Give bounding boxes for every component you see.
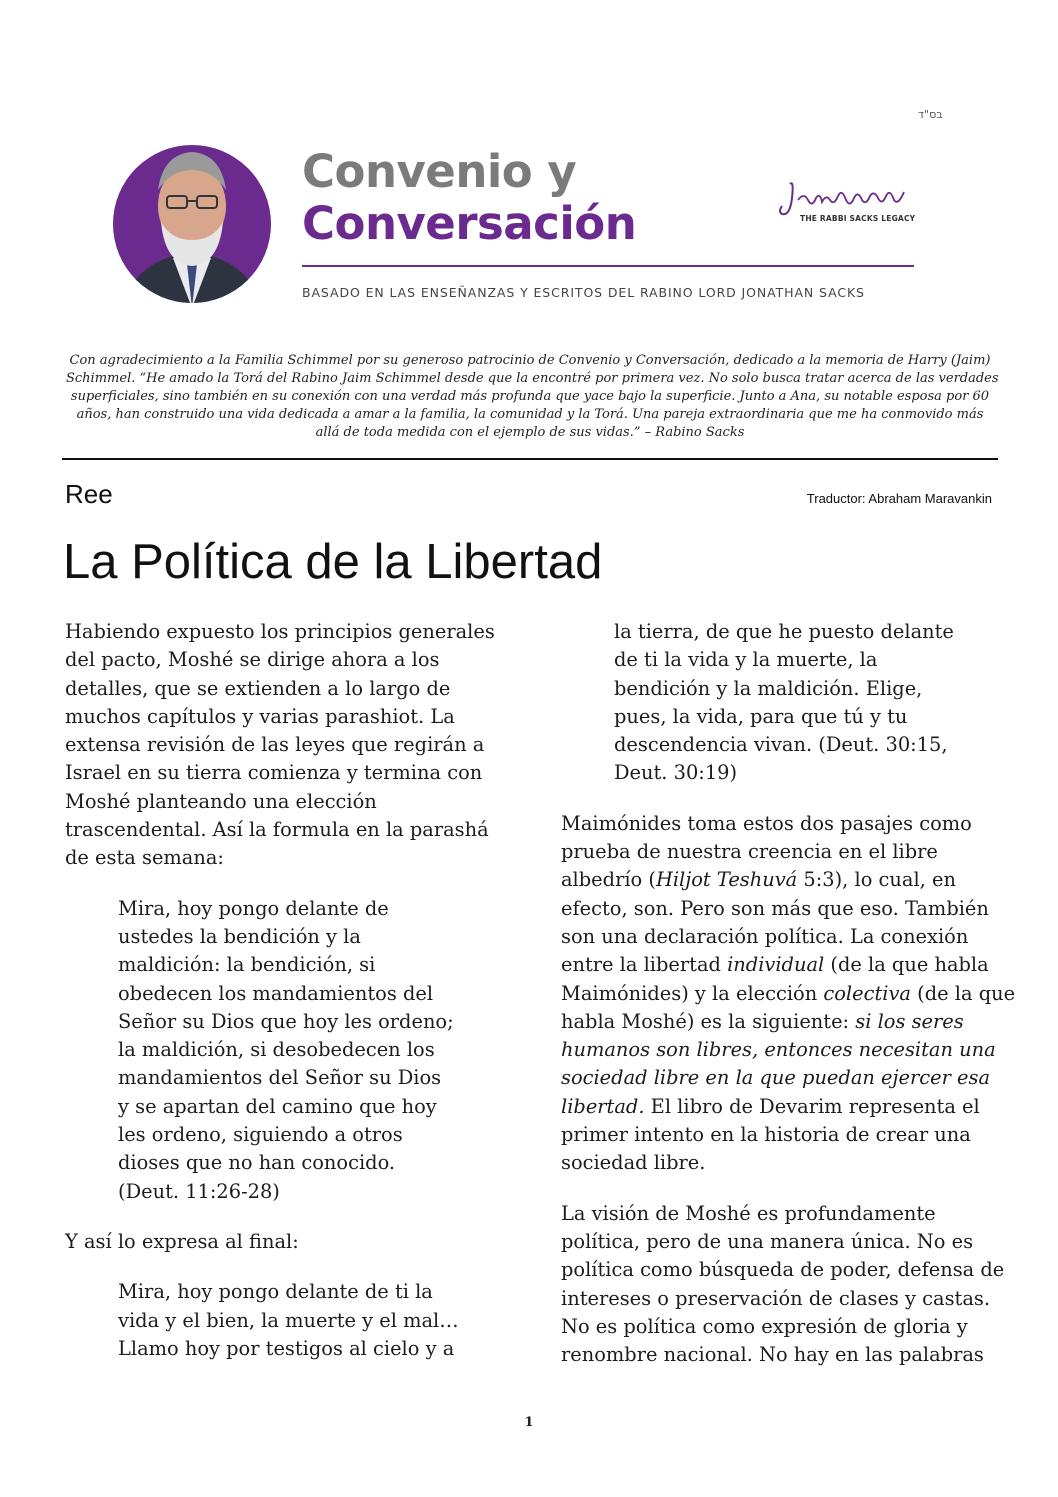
text-run: entre la libertad <box>561 953 728 977</box>
text-line: bendición y la maldición. Elige, <box>614 676 923 700</box>
text-line: maldición: la bendición, si <box>118 953 376 977</box>
text-line: vida y el bien, la muerte y el mal… <box>118 1308 459 1332</box>
text-line: la tierra, de que he puesto delante <box>614 620 954 643</box>
text-line <box>561 951 1003 979</box>
parasha-name: Ree <box>65 479 113 509</box>
text-line: Deut. 30:19) <box>614 761 738 785</box>
text-line <box>561 1064 1003 1092</box>
text-line: Y así lo expresa al final: <box>65 1229 299 1253</box>
text-line <box>561 980 1016 1008</box>
italic-run: humanos son libres, entonces necesitan una <box>561 1038 996 1062</box>
dedication-line: superficiales, sino también en su conexión con una verdad más profunda que yace bajo la superficie. Junto a Ana, su notable esposa por 60 <box>70 389 990 404</box>
text-line: No es política como expresión de gloria y <box>561 1314 968 1338</box>
italic-run: libertad. <box>561 1094 645 1118</box>
text-line: (Deut. 11:26-28) <box>118 1179 280 1203</box>
italic-run: sociedad libre en la que puedan ejercer esa <box>561 1066 991 1090</box>
text-line: primer intento en la historia de crear una <box>561 1123 971 1147</box>
text-run: (de la que <box>910 981 1016 1005</box>
text-run: habla Moshé) es la siguiente: <box>561 1009 856 1033</box>
italic-run: si los seres <box>855 1009 964 1033</box>
left-column <box>65 618 505 1385</box>
section-divider <box>62 458 998 460</box>
dedication-line: Schimmel. “He amado la Torá del Rabino Jaim Schimmel desde que la encontré por primera vez. No solo busca tratar acerca de las verdades <box>66 371 999 386</box>
text-line: política como búsqueda de poder, defensa de <box>561 1258 1005 1282</box>
text-line: política, pero de una manera única. No es <box>561 1229 974 1253</box>
text-line: pues, la vida, para que tú y tu <box>614 704 908 728</box>
text-line: obedecen los mandamientos del <box>118 981 434 1005</box>
text-line: son una declaración política. La conexión <box>561 924 969 948</box>
article-title: La Política de la Libertad <box>63 535 603 589</box>
block-quote <box>118 1278 505 1363</box>
text-line: muchos capítulos y varias parashiot. La <box>65 704 455 728</box>
text-line: de esta semana: <box>65 846 224 870</box>
dedication-text <box>66 352 999 442</box>
text-line: Señor su Dios que hoy les ordeno; <box>118 1009 454 1033</box>
dedication-line: años, han construido una vida dedicada a amar a la familia, la comunidad y la Torá. Una pareja extraordinaria que me ha conmovido más <box>76 407 984 422</box>
text-line: Maimónides toma estos dos pasajes como <box>561 811 972 835</box>
text-line: sociedad libre. <box>561 1151 706 1175</box>
brand-title-line1: Convenio y <box>302 145 577 198</box>
text-line: trascendental. Así la formula en la parashá <box>65 818 489 842</box>
brand-title <box>302 146 636 250</box>
text-run: 5:3), lo cual, en <box>797 868 956 892</box>
text-line <box>561 1008 1003 1036</box>
text-line <box>561 1036 1003 1064</box>
text-line: prueba de nuestra creencia en el libre <box>561 840 938 864</box>
text-line <box>561 866 1003 894</box>
text-line: ustedes la bendición y la <box>118 924 361 948</box>
text-line: Mira, hoy pongo delante de <box>118 896 389 920</box>
text-line: les ordeno, siguiendo a otros <box>118 1123 403 1147</box>
right-column <box>561 618 1016 1391</box>
text-line: intereses o preservación de clases y castas. <box>561 1286 991 1310</box>
text-line: detalles, que se extienden a lo largo de <box>65 676 451 700</box>
block-quote <box>118 895 505 1206</box>
text-line: mandamientos del Señor su Dios <box>118 1066 442 1090</box>
text-line: efecto, son. Pero son más que eso. También <box>561 896 989 920</box>
text-line: extensa revisión de las leyes que regirán a <box>65 733 485 757</box>
text-line: la maldición, si desobedecen los <box>118 1038 435 1062</box>
paragraph <box>65 618 505 873</box>
text-run: Maimónides) y la elección <box>561 981 824 1005</box>
text-line: Moshé planteando una elección <box>65 789 377 813</box>
page-number: 1 <box>524 1415 534 1430</box>
block-quote <box>614 618 1003 788</box>
text-line: de ti la vida y la muerte, la <box>614 648 878 672</box>
text-run: El libro de Devarim representa el <box>644 1094 980 1118</box>
tagline: BASADO EN LAS ENSEÑANZAS Y ESCRITOS DEL RABINO LORD JONATHAN SACKS <box>302 285 865 300</box>
header-divider <box>302 265 914 267</box>
dedication-line: Con agradecimiento a la Familia Schimmel por su generoso patrocinio de Convenio y Conversación, dedicado a la memoria de Harry (Jaim) <box>69 353 991 368</box>
text-line: y se apartan del camino que hoy <box>118 1094 437 1118</box>
bsd-mark: בס"ד <box>918 108 943 121</box>
dedication-line: allá de toda medida con el ejemplo de sus vidas.” – Rabino Sacks <box>315 425 745 440</box>
text-line: Mira, hoy pongo delante de ti la <box>118 1280 433 1304</box>
text-line: renombre nacional. No hay en las palabras <box>561 1343 984 1367</box>
text-run: albedrío ( <box>561 868 656 892</box>
italic-run: colectiva <box>823 981 911 1005</box>
brand-title-line2: Conversación <box>302 197 637 250</box>
italic-run: Hiljot Teshuvá <box>655 868 798 892</box>
text-line: del pacto, Moshé se dirige ahora a los <box>65 648 440 672</box>
text-line: Llamo hoy por testigos al cielo y a <box>118 1336 455 1360</box>
rabbi-portrait-image <box>113 140 271 308</box>
italic-run: individual <box>727 953 825 977</box>
text-line <box>561 1093 1003 1121</box>
signature-subtitle: THE RABBI SACKS LEGACY <box>800 214 916 223</box>
text-line: Habiendo expuesto los principios generales <box>65 620 495 643</box>
text-line: descendencia vivan. (Deut. 30:15, <box>614 733 948 757</box>
paragraph <box>65 1228 505 1256</box>
text-line: Israel en su tierra comienza y termina con <box>65 761 483 785</box>
translator-credit: Traductor: Abraham Maravankin <box>806 491 992 506</box>
paragraph <box>561 1200 1003 1370</box>
text-line: dioses que no han conocido. <box>118 1151 396 1175</box>
text-run: (de la que habla <box>824 953 989 977</box>
paragraph <box>561 810 1016 1178</box>
text-line: La visión de Moshé es profundamente <box>561 1201 936 1225</box>
